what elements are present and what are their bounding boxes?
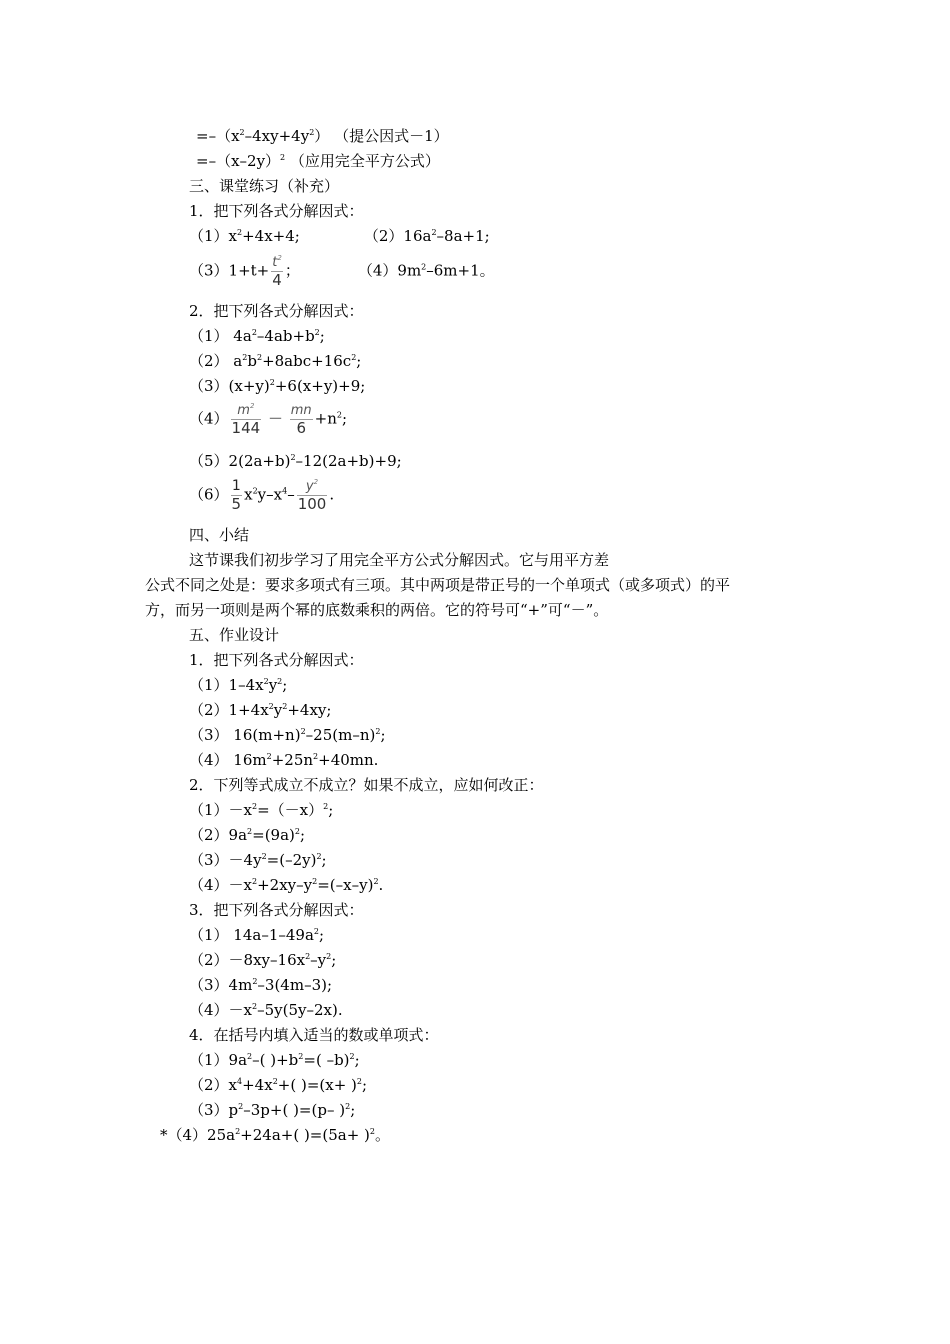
fraction-mn-over-6: $\frac{mn}{6}$ [290,403,312,437]
fraction-y2-over-100: $\frac{y^2}{100}$ [297,478,327,513]
homework-1-heading: 1．把下列各式分解因式： [189,651,364,669]
derivation-step-1: $=-(x^2-4xy+4y^2)$ （提公因式－1） [196,127,449,145]
summary-paragraph-line-2: 公式不同之处是：要求多项式有三项。其中两项是带正号的一个单项式（或多项式）的平 [145,576,731,594]
homework-2-item-1: $(1)-x^2=(-x)^2$; [189,801,334,819]
section-heading-summary: 四、小结 [189,526,250,544]
homework-4-item-3: $(3)p^2-3p+$( )=(p– )$^2$; [189,1101,356,1119]
summary-paragraph-line-3: 方，而另一项则是两个幂的底数乘积的两倍。它的符号可“+”可“－”。 [145,601,609,619]
practice-1-items-1-2: $(1)x^2+4x+4$; $(2)16a^2-8a+1$; [189,227,490,245]
summary-paragraph-line-1: 这节课我们初步学习了用完全平方公式分解因式。它与用平方差 [189,551,610,569]
practice-2-item-1: （1） $4a^2-4ab+b^2$; [189,327,325,345]
homework-1-item-2: $(2)1+4x^2y^2+4xy$; [189,701,332,719]
fraction-m2-over-144: $\frac{m^2}{144}$ [231,402,261,437]
homework-1-item-3: （3） $16(m+n)^2-25(m-n)^2$; [189,726,386,744]
section-heading-homework: 五、作业设计 [189,626,280,644]
practice-2-item-6: （6） $\frac{1}{5}$ $x^2y-x^4-$ $\frac{y^2}{100}$ . [189,478,335,513]
homework-3-heading: 3．把下列各式分解因式： [189,901,364,919]
question-2-heading: 2．把下列各式分解因式： [189,302,364,320]
practice-2-item-5: $(5)2(2a+b)^2-12(2a+b)+9$; [189,452,402,470]
practice-2-item-3: $(3)(x+y)^2+6(x+y)+9$; [189,377,366,395]
homework-2-item-2: $(2)9a^2=(9a)^2$; [189,826,306,844]
homework-1-item-1: $(1)1-4x^2y^2$; [189,676,288,694]
question-1-heading: 1．把下列各式分解因式： [189,202,364,220]
practice-2-item-2: （2） $a^2b^2+8abc+16c^2$; [189,352,362,370]
homework-3-item-3: $(3)4m^2-3(4m-3)$; [189,976,333,994]
homework-2-item-3: $(3)-4y^2=(-2y)^2$; [189,851,327,869]
practice-1-items-3-4: （3）1+t+ $\frac{t^2}{4}$ ； $(4)9m^2-6m+1$。 [189,254,495,289]
homework-2-heading: 2．下列等式成立不成立？如果不成立，应如何改正： [189,776,544,794]
practice-2-item-4: （4） $\frac{m^2}{144}$ － $\frac{mn}{6}$ $+n^2$; [189,402,348,437]
homework-3-item-4: $(4)-x^2-5y(5y-2x)$. [189,1001,343,1019]
homework-4-item-2: $(2)x^4+4x^2+$( )$=(x+ )^2$; [189,1076,368,1094]
homework-4-item-4-starred: $*(4)25a^2+24a+$( )$=(5a+ )^2$。 [160,1126,391,1144]
fraction-t2-over-4: $\frac{t^2}{4}$ [272,254,282,289]
homework-1-item-4: （4） $16m^2+25n^2+40mn$. [189,751,379,769]
homework-2-item-4: $(4)-x^2+2xy-y^2=(-x-y)^2$. [189,876,384,894]
section-heading-practice: 三、课堂练习（补充） [189,177,340,195]
derivation-step-2: $=-(x-2y)^2$ （应用完全平方公式） [196,152,440,170]
homework-4-item-1: $(1)9a^2-$( )$+b^2=$( –b)$^2$; [189,1051,360,1069]
homework-3-item-1: （1） $14a-1-49a^2$; [189,926,325,944]
fraction-1-over-5: $\frac{1}{5}$ [231,478,242,513]
homework-3-item-2: $(2)-8xy-16x^2-y^2$; [189,951,337,969]
homework-4-heading: 4．在括号内填入适当的数或单项式： [189,1026,439,1044]
